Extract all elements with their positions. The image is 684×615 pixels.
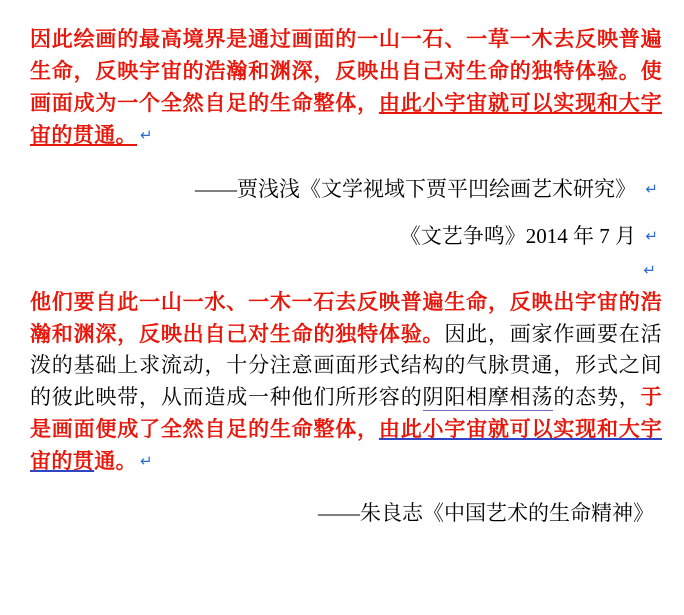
blank-line [30, 253, 662, 287]
paragraph-1-segment-underlined: 由此小宇宙就可以实现和大宇宙的贯通。 [30, 90, 663, 147]
attribution-2-text: 《文艺争鸣》2014 年 7 月 [399, 224, 636, 249]
attribution-3 [30, 498, 662, 530]
paragraph-mark-icon: ↵ [645, 179, 658, 198]
paragraph-2-segment-red-underlined: 由此小宇宙就可以实现和大宇宙的贯 [30, 417, 663, 474]
attribution-1 [30, 174, 662, 206]
attribution-3-text: ——朱良志《中国艺术的生命精神》 [318, 501, 654, 526]
paragraph-2-segment-red-tail: 通。 [94, 449, 138, 474]
paragraph-1-segment-plain: 因此绘画的最高境界是通过画面的一山一石、一草一木去反映普遍生命，反映宇宙的浩瀚和渊深，反映出自己对生命的独特体验。使画面成为一个全然自足的生命整体， [30, 27, 662, 115]
paragraph-quote-1 [30, 24, 662, 152]
paragraph-mark-icon: ↵ [643, 260, 656, 279]
paragraph-2-segment-black-underlined: 阴阳相摩相荡 [422, 385, 554, 410]
paragraph-2-segment-red: 他们要自此一山一水、一木一石去反映普遍生命，反映出宇宙的浩瀚和渊深，反映出自己对生命的独特体验。 [30, 289, 662, 346]
paragraph-mark-icon: ↵ [645, 227, 658, 246]
paragraph-mark-icon: ↵ [140, 452, 153, 471]
paragraph-2-segment-black-2: 的态势， [553, 385, 641, 410]
paragraph-quote-2 [30, 287, 662, 478]
paragraph-mark-icon: ↵ [140, 125, 153, 144]
attribution-2 [30, 221, 662, 253]
paragraph-2-segment-black-1: 因此，画家作画要在活泼的基础上求流动，十分注意画面形式结构的气脉贯通，形式之间的彼此映带，从而造成一种他们所形容的 [30, 321, 662, 410]
attribution-1-text: ——贾浅浅《文学视域下贾平凹绘画艺术研究》 [195, 176, 636, 201]
paragraph-2-segment-red-2: 于是画面便成了全然自足的生命整体， [30, 385, 662, 442]
